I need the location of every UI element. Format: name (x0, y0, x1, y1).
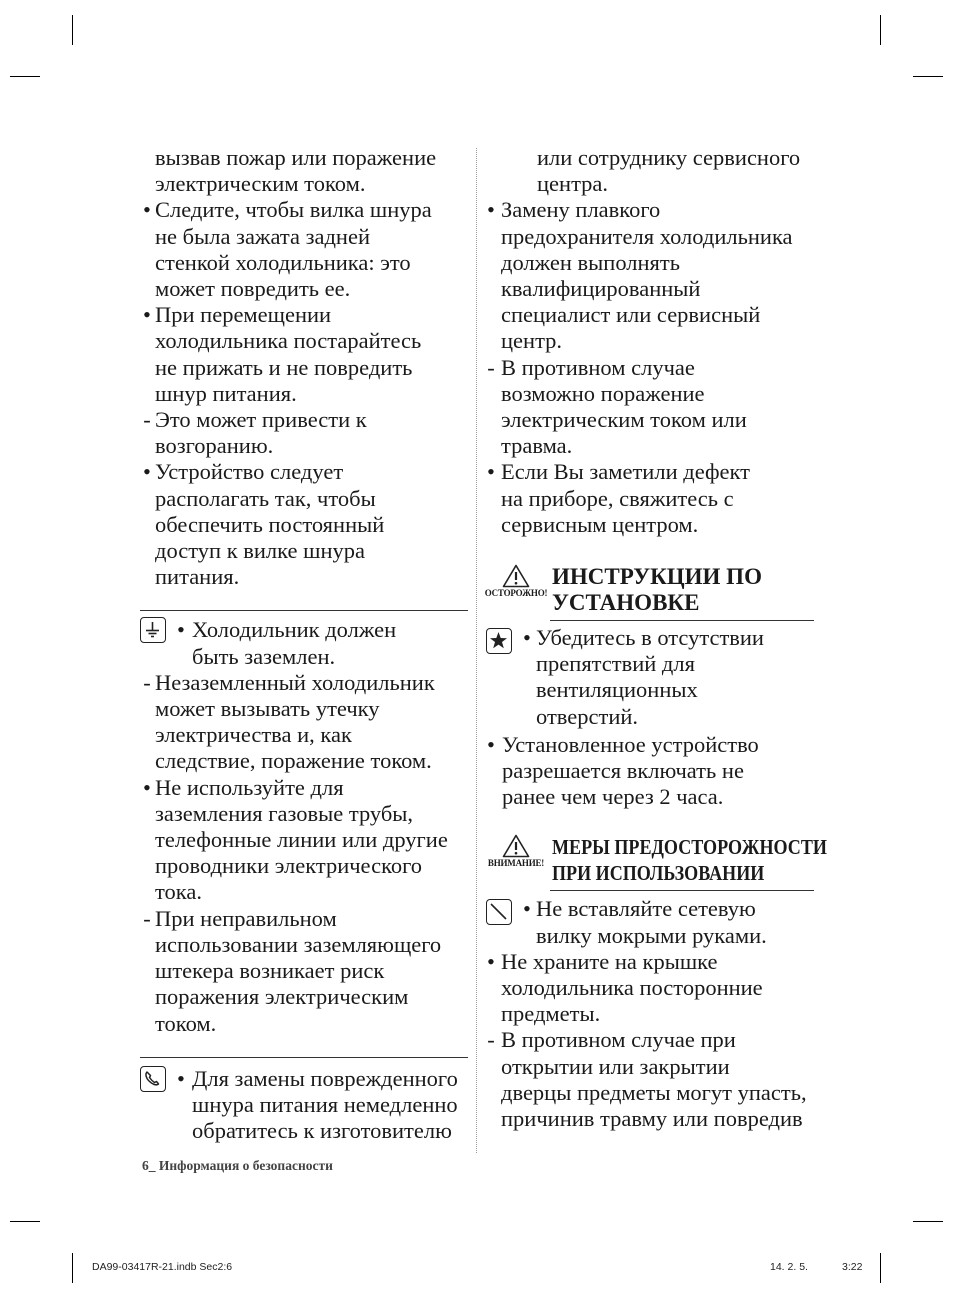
bullet-icon: • (143, 459, 151, 485)
dash-icon: - (143, 407, 151, 433)
text-line: заземления газовые трубы, (155, 800, 414, 826)
dash-item (484, 355, 814, 460)
dash-icon: - (487, 354, 495, 380)
text-line: электрическим током. (155, 171, 366, 197)
bullet-icon: • (487, 731, 495, 757)
crop-mark (10, 1221, 40, 1222)
text-line: может повредить ее. (155, 276, 351, 302)
ground-section (140, 617, 468, 669)
text-line: электрическим током или (501, 407, 747, 433)
text-line: возгоранию. (155, 433, 274, 459)
text-line: быть заземлен. (192, 643, 336, 669)
text-line: Не вставляйте сетевую (536, 896, 756, 922)
text-line: разрешается включать не (502, 758, 744, 784)
bullet-item (140, 197, 468, 302)
dash-icon: - (487, 1027, 495, 1053)
section-rule (140, 1057, 468, 1058)
text-line: электричества и, как (155, 722, 352, 748)
right-column (484, 145, 827, 1132)
caution-badge (484, 564, 548, 598)
text-line: поражения электрическим (155, 984, 409, 1010)
text-line: должен выполнять (501, 249, 680, 275)
text-line: сервисным центром. (501, 511, 699, 537)
bullet-icon: • (523, 625, 531, 651)
text-line: током. (155, 1010, 217, 1036)
text-line: Это может привести к (155, 407, 367, 433)
text-line: предохранителя холодильника (501, 223, 793, 249)
bullet-icon: • (177, 617, 185, 643)
bullet-item (484, 949, 814, 1028)
title-line: УСТАНОВКЕ (552, 590, 700, 616)
text-line: Не храните на крышке (501, 948, 718, 974)
bullet-item (484, 732, 814, 811)
text-line: Следите, чтобы вилка шнура (155, 197, 432, 223)
section-heading (484, 564, 814, 622)
bullet-item (484, 197, 814, 354)
star-section (484, 625, 814, 730)
bullet-item (140, 459, 468, 590)
text-line: обеспечить постоянный (155, 511, 385, 537)
paragraph (140, 145, 468, 197)
bullet-item (484, 459, 814, 538)
text-line: травма. (501, 433, 573, 459)
title-line: ИНСТРУКЦИИ ПО (552, 564, 762, 590)
crop-mark (72, 1253, 73, 1283)
text-line: Не используйте для (155, 774, 344, 800)
text-line: Незаземленный холодильник (155, 669, 435, 695)
bullet-icon: • (143, 774, 151, 800)
text-line: Убедитесь в отсутствии (536, 625, 764, 651)
column-divider (476, 148, 477, 1153)
dash-icon: - (143, 669, 151, 695)
bullet-icon: • (523, 896, 531, 922)
crop-mark (880, 15, 881, 45)
bullet-icon: • (143, 197, 151, 223)
warning-label: ВНИМАНИЕ! (487, 858, 545, 869)
text-line: Установленное устройство (502, 731, 759, 757)
dash-item (140, 670, 468, 775)
slug-time: 3:22 (842, 1261, 863, 1273)
text-line: Для замены поврежденного (192, 1065, 458, 1091)
bullet-item (140, 302, 468, 407)
text-line: шнура питания немедленно (192, 1091, 458, 1117)
paragraph (484, 145, 814, 197)
no-wet-hands-section (484, 896, 814, 948)
text-line: проводники электрического (155, 853, 423, 879)
crop-mark (10, 76, 40, 77)
text-line: В противном случае (501, 354, 695, 380)
text-line: тока. (155, 879, 202, 905)
text-line: телефонные линии или другие (155, 827, 448, 853)
text-line: предметы. (501, 1001, 601, 1027)
text-line: возможно поражение (501, 380, 705, 406)
text-line: питания. (155, 564, 240, 590)
text-line: обратитесь к изготовителю (192, 1118, 452, 1144)
text-line: отверстий. (536, 703, 639, 729)
title-line: МЕРЫ ПРЕДОСТОРОЖНОСТИ (552, 835, 827, 860)
text-line: может вызывать утечку (155, 696, 380, 722)
text-line: В противном случае при (501, 1027, 736, 1053)
text-line: не была зажата задней (155, 223, 370, 249)
section-title (552, 834, 827, 886)
warning-triangle-icon (502, 834, 530, 858)
text-line: При перемещении (155, 302, 332, 328)
warning-triangle-icon (502, 564, 530, 588)
dash-item (484, 1027, 814, 1132)
bullet-icon: • (177, 1065, 185, 1091)
caution-label: ОСТОРОЖНО! (484, 588, 548, 599)
text-line: холодильника постарайтесь (155, 328, 422, 354)
text-line: квалифицированный (501, 276, 701, 302)
title-line: ПРИ ИСПОЛЬЗОВАНИИ (552, 861, 765, 886)
section-heading (484, 834, 827, 892)
bullet-icon: • (487, 948, 495, 974)
text-line: Если Вы заметили дефект (501, 459, 750, 485)
section-rule (140, 610, 468, 611)
text-line: штекера возникает риск (155, 958, 385, 984)
text-line: препятствий для (536, 651, 695, 677)
text-line: Замену плавкого (501, 197, 661, 223)
bullet-icon: • (143, 302, 151, 328)
bullet-icon: • (487, 197, 495, 223)
text-line: стенкой холодильника: это (155, 249, 411, 275)
crop-mark (72, 15, 73, 45)
text-line: использовании заземляющего (155, 931, 442, 957)
text-line: вызвав пожар или поражение (155, 145, 437, 170)
text-line: холодильника посторонние (501, 975, 763, 1001)
text-line: причинив травму или повредив (501, 1106, 803, 1132)
text-line: доступ к вилке шнура (155, 538, 365, 564)
text-line: Устройство следует (155, 459, 344, 485)
text-line: вилку мокрыми руками. (536, 922, 767, 948)
text-line: центра. (537, 171, 609, 197)
text-line: на приборе, свяжитесь с (501, 485, 734, 511)
text-line: дверцы предметы могут упасть, (501, 1079, 807, 1105)
text-line: При неправильном (155, 905, 337, 931)
text-line: шнур питания. (155, 380, 297, 406)
text-line: не прижать и не повредить (155, 354, 413, 380)
slug-date: 14. 2. 5. (770, 1261, 808, 1273)
phone-section (140, 1066, 468, 1145)
section-title (552, 564, 762, 616)
text-line: Холодильник должен (192, 617, 397, 643)
dash-icon: - (143, 905, 151, 931)
text-line: располагать так, чтобы (155, 485, 376, 511)
crop-mark (880, 1253, 881, 1283)
warning-badge (484, 834, 548, 868)
text-line: или сотруднику сервисного (537, 145, 801, 170)
crop-mark (913, 76, 943, 77)
crop-mark (913, 1221, 943, 1222)
slug-file: DA99-03417R-21.indb Sec2:6 (92, 1261, 233, 1273)
bullet-item (140, 775, 468, 906)
text-line: открытии или закрытии (501, 1053, 730, 1079)
text-line: специалист или сервисный (501, 302, 761, 328)
text-line: центр. (501, 328, 563, 354)
left-column (140, 145, 468, 1144)
dash-item (140, 407, 468, 459)
text-line: ранее чем через 2 часа. (502, 784, 724, 810)
page-footer: 6_ Информация о безопасности (142, 1158, 333, 1173)
text-line: следствие, поражение током. (155, 748, 432, 774)
text-line: вентиляционных (536, 677, 698, 703)
dash-item (140, 906, 468, 1037)
bullet-icon: • (487, 459, 495, 485)
